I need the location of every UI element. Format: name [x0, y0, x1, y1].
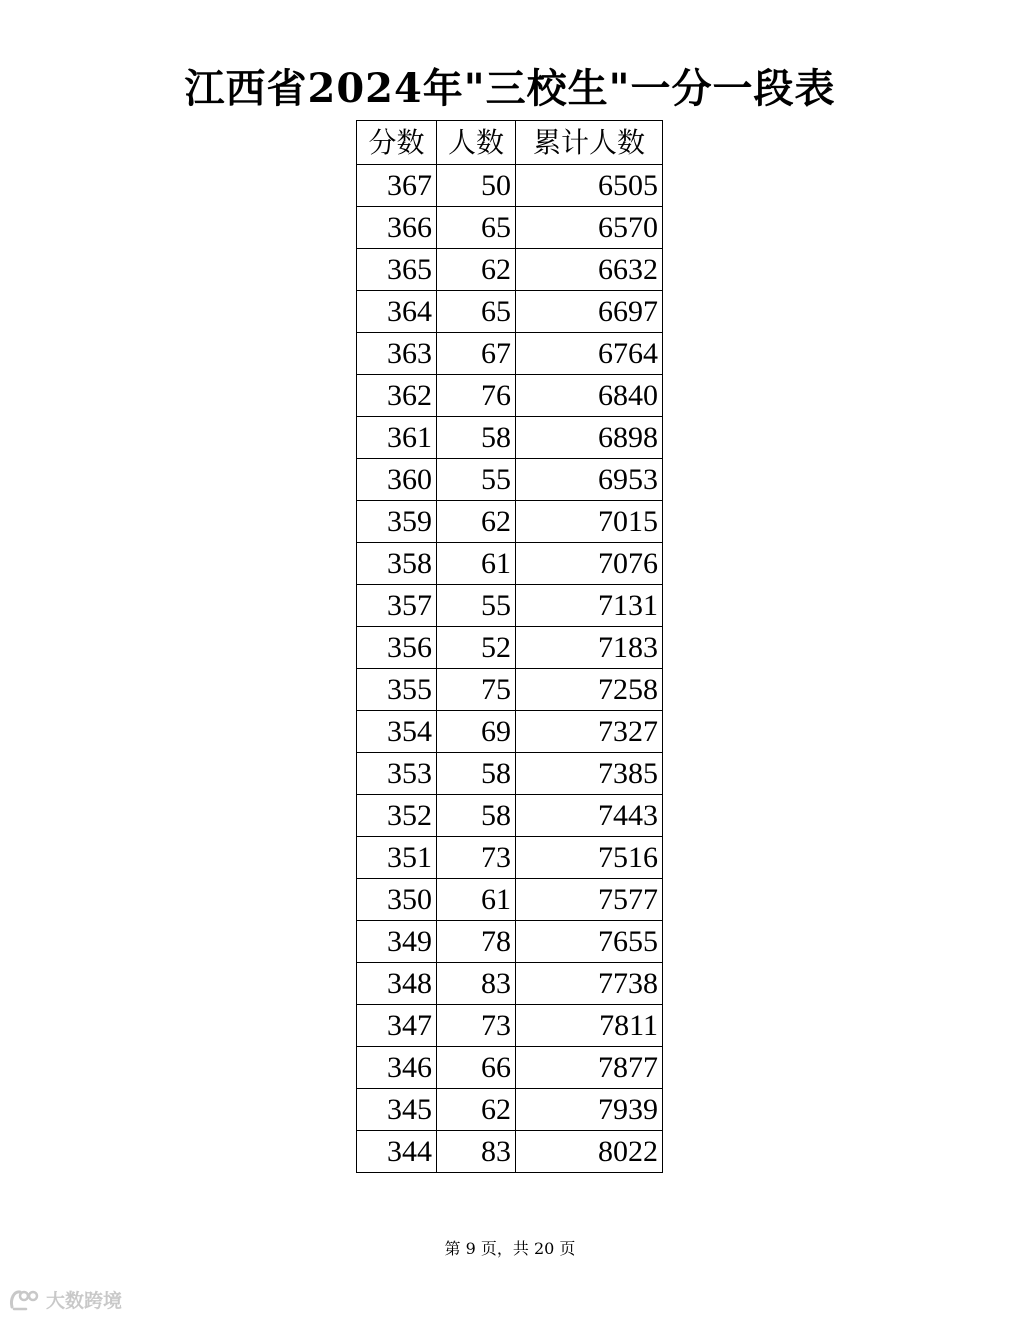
cell-count: 65 — [437, 207, 516, 249]
header-count: 人数 — [437, 121, 516, 165]
cell-count: 58 — [437, 795, 516, 837]
table-row — [357, 207, 663, 249]
table-row — [357, 333, 663, 375]
score-distribution-table — [356, 120, 663, 1173]
cell-count: 62 — [437, 249, 516, 291]
cell-count: 62 — [437, 501, 516, 543]
cell-cumulative: 7877 — [516, 1047, 663, 1089]
table-row — [357, 1047, 663, 1089]
cell-score: 363 — [357, 333, 437, 375]
cell-cumulative: 8022 — [516, 1131, 663, 1173]
cell-cumulative: 6840 — [516, 375, 663, 417]
table-row — [357, 501, 663, 543]
cell-cumulative: 7258 — [516, 669, 663, 711]
cell-score: 349 — [357, 921, 437, 963]
cell-cumulative: 7443 — [516, 795, 663, 837]
cell-score: 352 — [357, 795, 437, 837]
cell-score: 360 — [357, 459, 437, 501]
table-row — [357, 249, 663, 291]
cell-cumulative: 7577 — [516, 879, 663, 921]
table-row — [357, 1131, 663, 1173]
cell-count: 69 — [437, 711, 516, 753]
cell-cumulative: 6505 — [516, 165, 663, 207]
cell-count: 61 — [437, 543, 516, 585]
table-header-row — [357, 121, 663, 165]
cell-cumulative: 7076 — [516, 543, 663, 585]
cell-cumulative: 7738 — [516, 963, 663, 1005]
cell-score: 365 — [357, 249, 437, 291]
cell-count: 55 — [437, 585, 516, 627]
cell-score: 356 — [357, 627, 437, 669]
table-row — [357, 459, 663, 501]
cell-score: 346 — [357, 1047, 437, 1089]
cell-score: 366 — [357, 207, 437, 249]
table-row — [357, 375, 663, 417]
cell-score: 351 — [357, 837, 437, 879]
cell-cumulative: 7327 — [516, 711, 663, 753]
page-title: 江西省2024年"三校生"一分一段表 — [184, 65, 836, 112]
cell-score: 348 — [357, 963, 437, 1005]
cell-score: 359 — [357, 501, 437, 543]
table-row — [357, 543, 663, 585]
cell-score: 350 — [357, 879, 437, 921]
table-row — [357, 711, 663, 753]
table-row — [357, 585, 663, 627]
table-row — [357, 1089, 663, 1131]
table-row — [357, 1005, 663, 1047]
cell-cumulative: 7939 — [516, 1089, 663, 1131]
cell-count: 76 — [437, 375, 516, 417]
cell-count: 66 — [437, 1047, 516, 1089]
cell-cumulative: 6953 — [516, 459, 663, 501]
cell-count: 65 — [437, 291, 516, 333]
table-row — [357, 165, 663, 207]
cell-cumulative: 7811 — [516, 1005, 663, 1047]
watermark — [8, 1286, 122, 1313]
cell-score: 367 — [357, 165, 437, 207]
watermark-text: 大数跨境 — [46, 1290, 123, 1312]
cell-cumulative: 7015 — [516, 501, 663, 543]
cell-count: 75 — [437, 669, 516, 711]
cell-score: 344 — [357, 1131, 437, 1173]
cell-score: 358 — [357, 543, 437, 585]
cell-cumulative: 6570 — [516, 207, 663, 249]
cell-count: 83 — [437, 1131, 516, 1173]
cell-cumulative: 6697 — [516, 291, 663, 333]
header-cumulative: 累计人数 — [516, 121, 663, 165]
cell-cumulative: 7385 — [516, 753, 663, 795]
cell-cumulative: 6764 — [516, 333, 663, 375]
cell-score: 355 — [357, 669, 437, 711]
cell-count: 67 — [437, 333, 516, 375]
table-row — [357, 669, 663, 711]
cell-score: 364 — [357, 291, 437, 333]
table-row — [357, 963, 663, 1005]
cell-count: 78 — [437, 921, 516, 963]
cell-count: 62 — [437, 1089, 516, 1131]
cell-cumulative: 7183 — [516, 627, 663, 669]
brand-logo-icon — [8, 1287, 42, 1313]
header-score: 分数 — [357, 121, 437, 165]
table-row — [357, 795, 663, 837]
cell-count: 58 — [437, 753, 516, 795]
cell-cumulative: 7655 — [516, 921, 663, 963]
cell-score: 362 — [357, 375, 437, 417]
cell-count: 83 — [437, 963, 516, 1005]
cell-count: 73 — [437, 837, 516, 879]
cell-count: 55 — [437, 459, 516, 501]
cell-score: 347 — [357, 1005, 437, 1047]
cell-count: 61 — [437, 879, 516, 921]
table-row — [357, 879, 663, 921]
cell-cumulative: 6632 — [516, 249, 663, 291]
cell-count: 73 — [437, 1005, 516, 1047]
cell-score: 345 — [357, 1089, 437, 1131]
cell-score: 354 — [357, 711, 437, 753]
cell-cumulative: 7516 — [516, 837, 663, 879]
table-row — [357, 417, 663, 459]
cell-count: 52 — [437, 627, 516, 669]
table-body — [357, 165, 663, 1173]
table-row — [357, 837, 663, 879]
cell-count: 58 — [437, 417, 516, 459]
cell-count: 50 — [437, 165, 516, 207]
table-row — [357, 627, 663, 669]
table-row — [357, 753, 663, 795]
page-footer: 第 9 页，共 20 页 — [444, 1239, 576, 1258]
cell-score: 361 — [357, 417, 437, 459]
cell-cumulative: 6898 — [516, 417, 663, 459]
cell-score: 357 — [357, 585, 437, 627]
cell-score: 353 — [357, 753, 437, 795]
table-row — [357, 291, 663, 333]
table-row — [357, 921, 663, 963]
cell-cumulative: 7131 — [516, 585, 663, 627]
